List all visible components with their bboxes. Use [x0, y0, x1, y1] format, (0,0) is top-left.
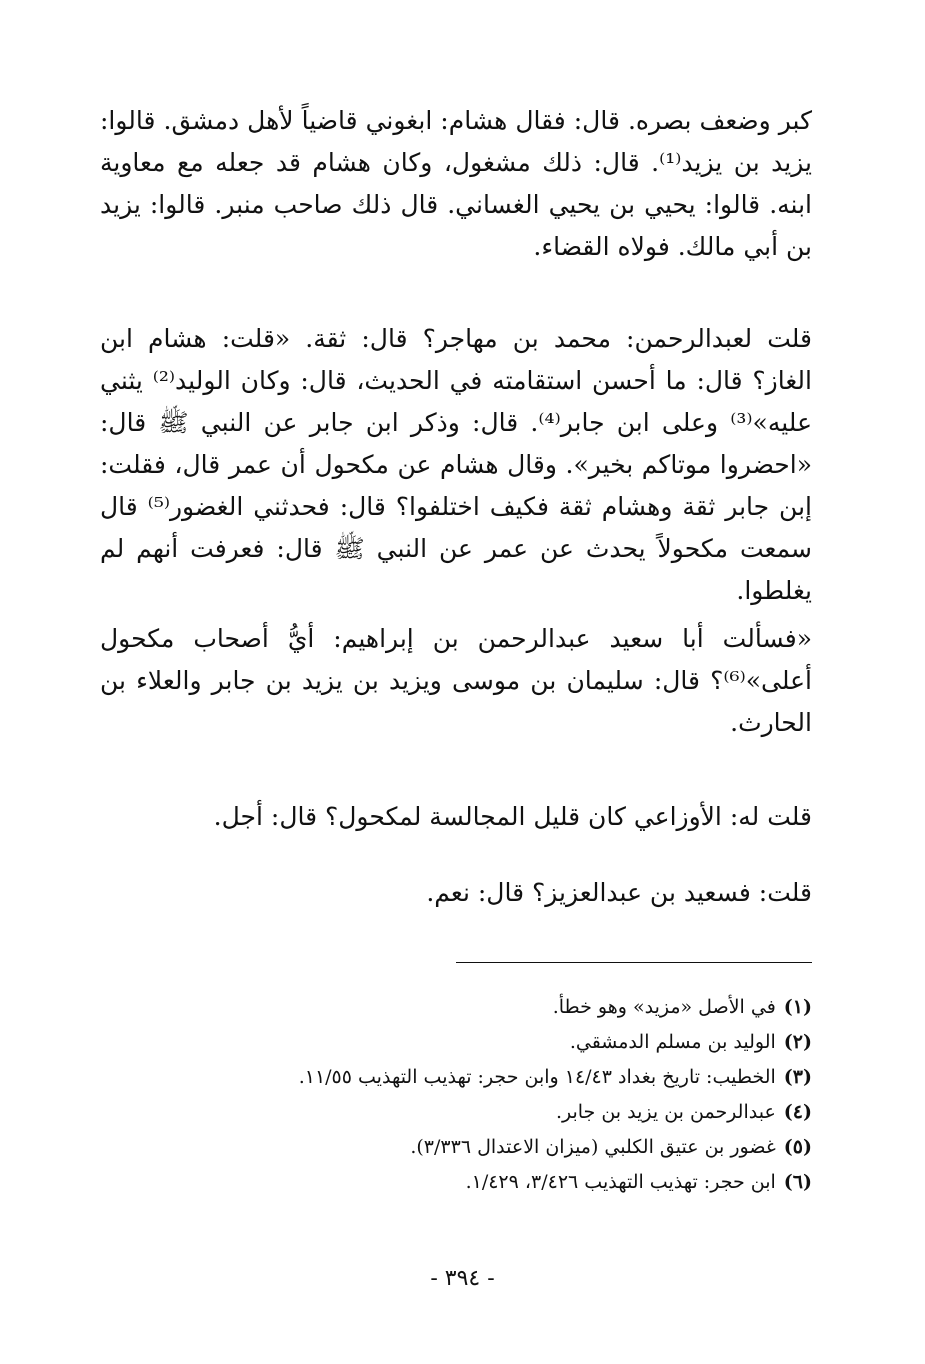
- footnotes: [100, 990, 812, 1200]
- footnote-4: [100, 1095, 812, 1130]
- footnote-text: الخطيب: تاريخ بغداد ١٤/٤٣ وابن حجر: تهذيب التهذيب ١١/٥٥.: [298, 1066, 776, 1088]
- footnote-number: (٣): [783, 1066, 812, 1088]
- paragraph-1: كبر وضعف بصره. قال: فقال هشام: ابغوني قاضياً لأهل دمشق. قالوا: يزيد بن يزيد⁽¹⁾. قال: ذلك مشغول، وكان هشام قد جعله مع معاوية ابنه. قالوا: يحيي بن يحيي الغساني. قال ذلك صاحب منبر. قالوا: يزيد بن أبي مالك. فولاه القضاء.: [100, 106, 813, 261]
- paragraph-5: قلت: فسعيد بن عبدالعزيز؟ قال: نعم.: [426, 878, 812, 907]
- footnote-text: ابن حجر: تهذيب التهذيب ٣/٤٢٦، ١/٤٢٩.: [465, 1171, 776, 1193]
- footnote-number: (٢): [783, 1031, 812, 1053]
- footnote-number: (١): [783, 996, 812, 1018]
- footnote-number: (٦): [783, 1171, 812, 1193]
- footnote-2: [100, 1025, 812, 1060]
- paragraph-4: قلت له: الأوزاعي كان قليل المجالسة لمكحول؟ قال: أجل.: [213, 802, 812, 831]
- paragraph-2: قلت لعبدالرحمن: محمد بن مهاجر؟ قال: ثقة. «قلت: هشام ابن الغاز؟ قال: ما أحسن استقامته في الحديث، قال: وكان الوليد⁽²⁾ يثني عليه»⁽³⁾ وعلى ابن جابر⁽⁴⁾. قال: وذكر ابن جابر عن النبي ﷺ قال: «احضروا موتاكم بخير». وقال هشام عن مكحول أن عمر قال، فقلت: إبن جابر ثقة وهشام ثقة فكيف اختلفوا؟ قال: فحدثني الغضور⁽⁵⁾ قال سمعت مكحولاً يحدث عن عمر عن النبي ﷺ قال: فعرفت أنهم لم يغلطوا.: [100, 324, 812, 605]
- paragraph-3: «فسألت أبا سعيد عبدالرحمن بن إبراهيم: أيُّ أصحاب مكحول أعلى»⁽⁶⁾؟ قال: سليمان بن موسى ويزيد بن يزيد بن جابر والعلاء بن الحارث.: [100, 624, 812, 737]
- footnote-text: الوليد بن مسلم الدمشقي.: [569, 1031, 776, 1053]
- page-number: - ٣٩٤ -: [430, 1266, 495, 1291]
- footnote-number: (٤): [783, 1101, 812, 1123]
- footnote-separator: [456, 962, 812, 963]
- footnote-6: [100, 1165, 812, 1200]
- footnote-text: في الأصل «مزيد» وهو خطأ.: [552, 996, 776, 1018]
- footnote-text: عبدالرحمن بن يزيد بن جابر.: [555, 1101, 776, 1123]
- footnote-number: (٥): [783, 1136, 812, 1158]
- footnote-text: غضور بن عتيق الكلبي (ميزان الاعتدال ٣/٣٣٦).: [410, 1136, 776, 1158]
- footnote-3: [100, 1060, 812, 1095]
- footnote-1: [100, 990, 812, 1025]
- footnote-5: [100, 1130, 812, 1165]
